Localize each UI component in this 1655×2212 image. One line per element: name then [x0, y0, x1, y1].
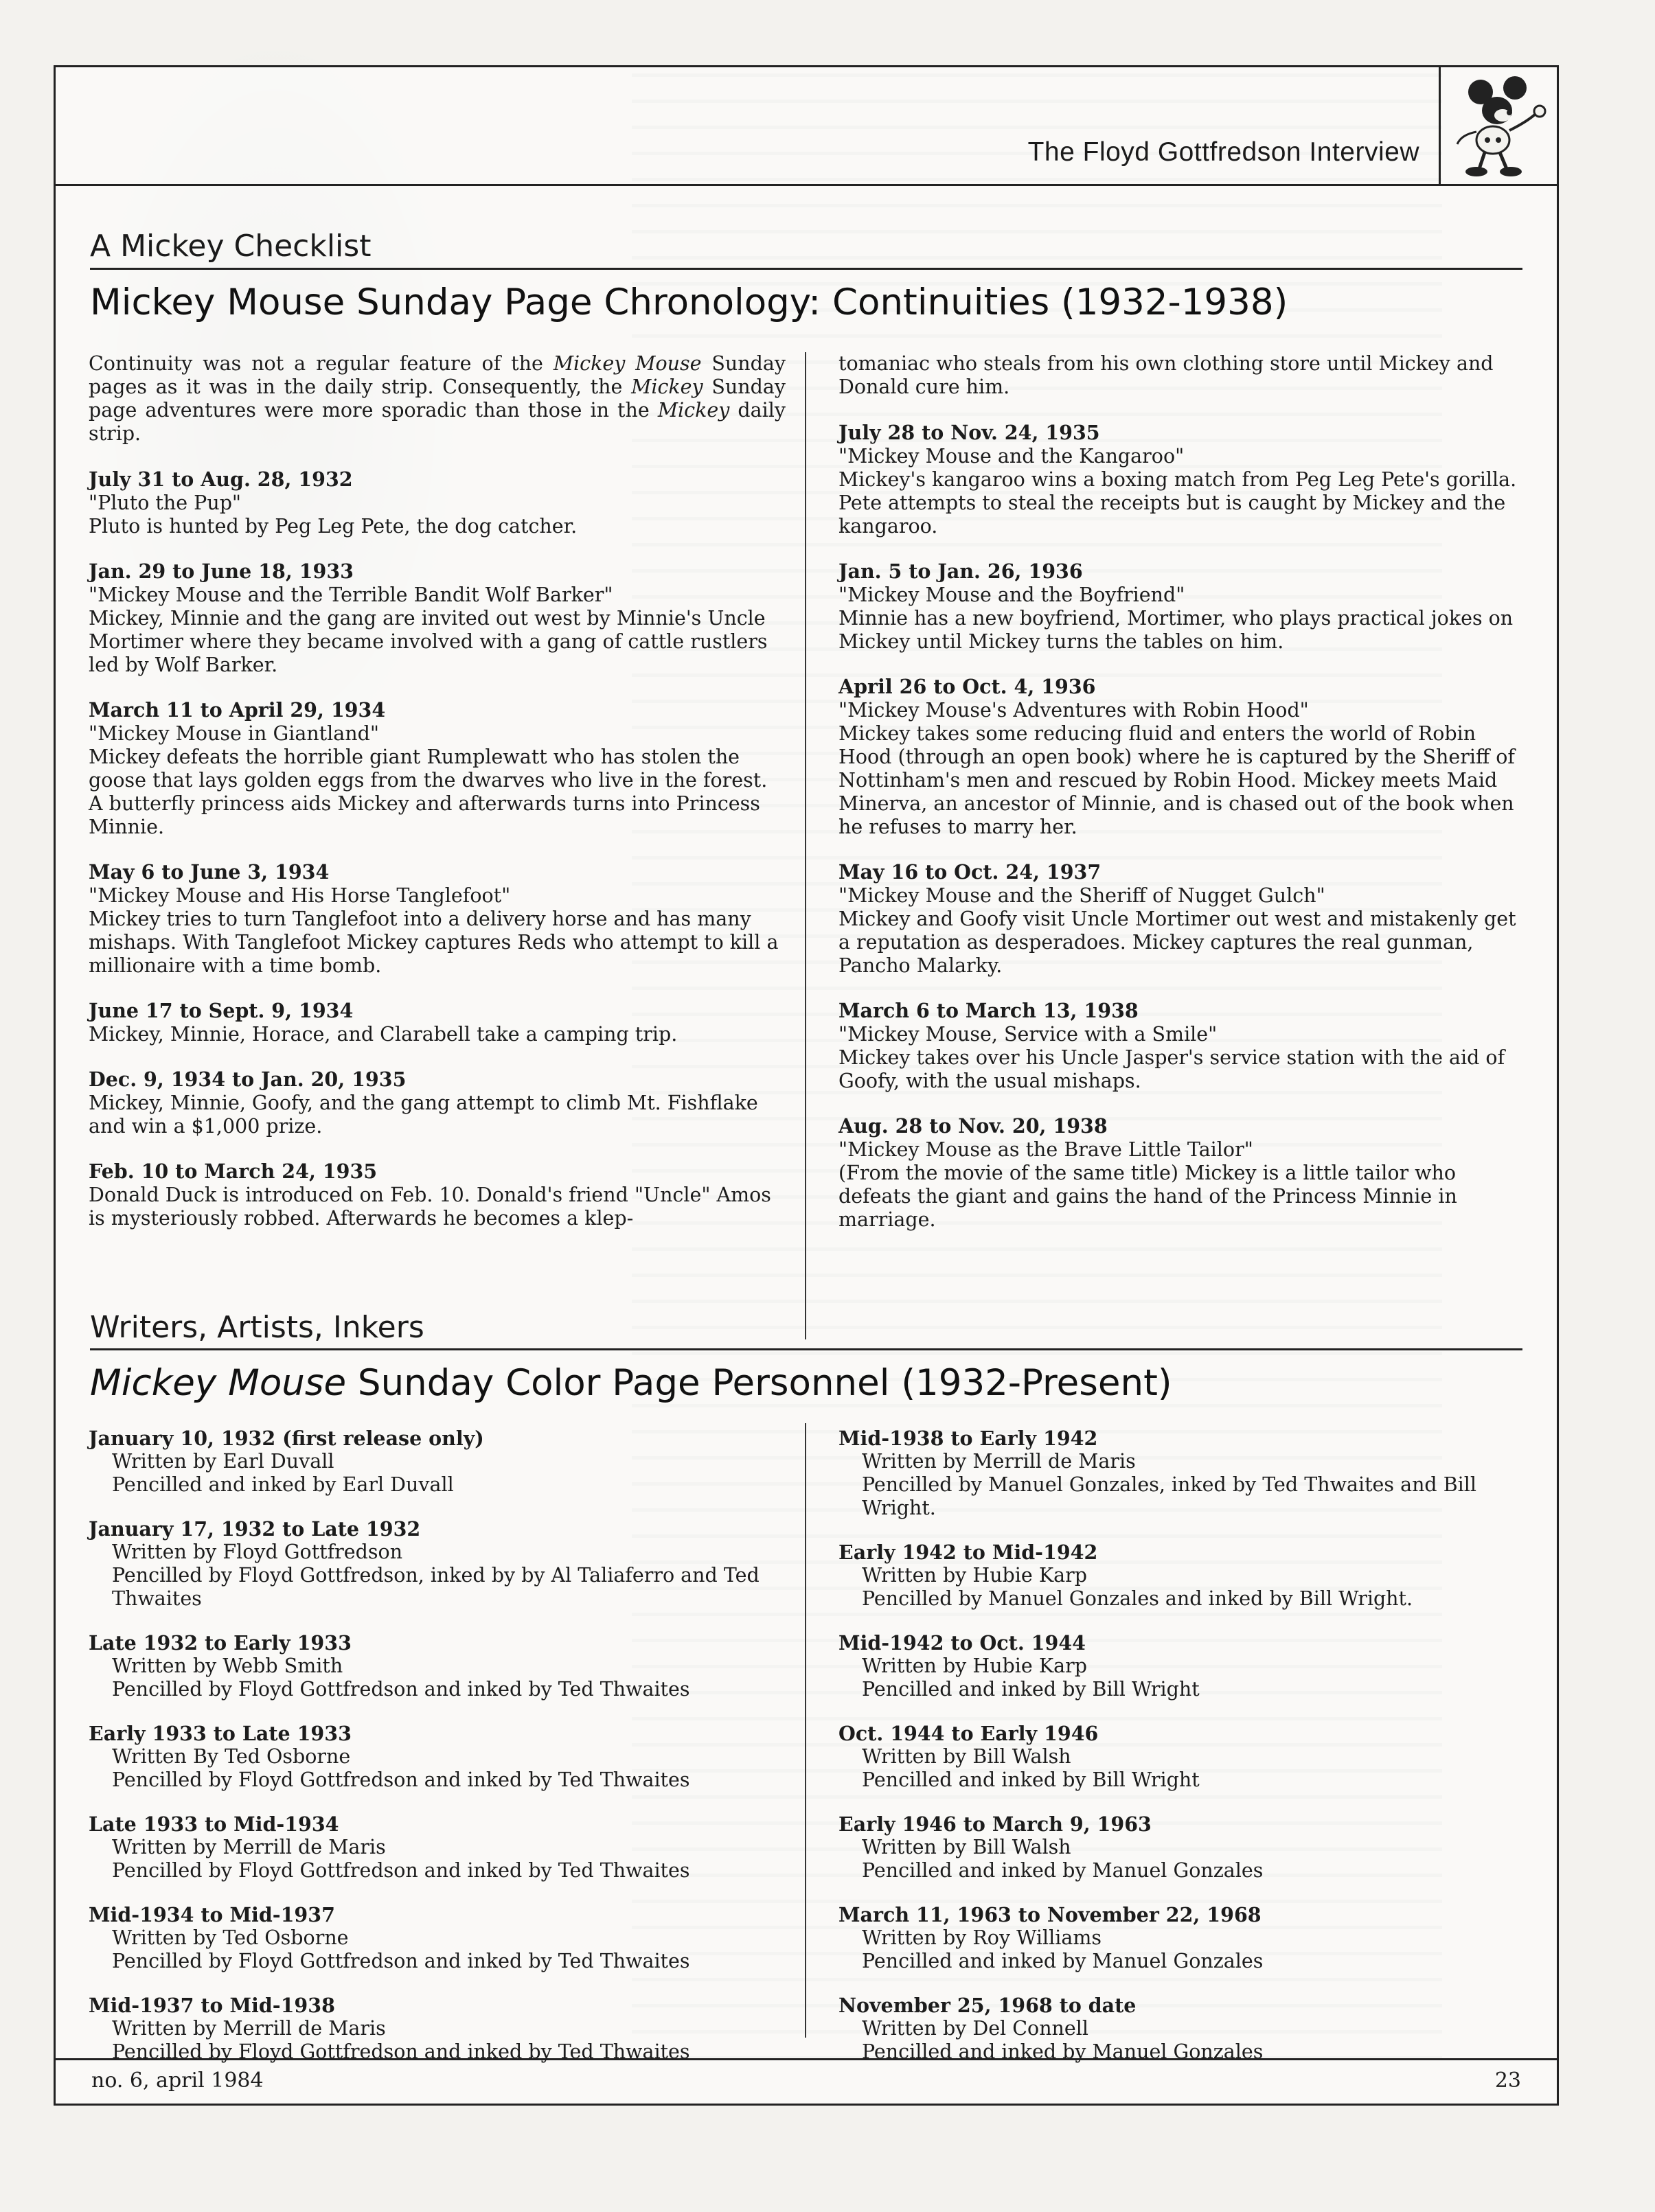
personnel-title: Mickey Mouse Sunday Color Page Personnel (1932-Present)	[90, 1362, 1172, 1404]
personnel-credit: Pencilled and inked by Manuel Gonzales	[862, 2040, 1264, 2063]
header-logo-box	[1439, 67, 1557, 184]
personnel-credit: Pencilled and inked by Manuel Gonzales	[862, 1950, 1264, 1972]
entry-date: July 31 to Aug. 28, 1932	[89, 468, 353, 491]
entry-date: May 16 to Oct. 24, 1937	[838, 860, 1102, 884]
entry-description: Mickey defeats the horrible giant Rumplewatt who has stolen the goose that lays golden eggs from the dwarves who live in the forest. A butterfly princess aids Mickey and afterwards turns into Princess Minnie.	[89, 746, 768, 838]
chronology-entry	[89, 560, 786, 677]
chronology-entry	[89, 999, 786, 1046]
chronology-entry	[838, 675, 1525, 839]
entry-description: Mickey, Minnie, Goofy, and the gang attempt to climb Mt. Fishflake and win a $1,000 prize.	[89, 1092, 758, 1138]
personnel-entry	[89, 1994, 796, 2064]
personnel-credit: Pencilled and inked by Bill Wright	[862, 1678, 1200, 1701]
personnel-credit: Pencilled by Floyd Gottfredson and inked by Ted Thwaites	[112, 1859, 690, 1882]
entry-description: Mickey takes over his Uncle Jasper's service station with the aid of Goofy, with the usual mishaps.	[838, 1046, 1505, 1092]
personnel-credit: Written by Floyd Gottfredson	[112, 1541, 403, 1563]
entry-title: "Mickey Mouse and His Horse Tanglefoot"	[89, 884, 511, 907]
personnel-credit: Pencilled by Manuel Gonzales, inked by Ted Thwaites and Bill Wright.	[862, 1473, 1477, 1519]
entry-description: Mickey, Minnie, Horace, and Clarabell take a camping trip.	[89, 1023, 678, 1046]
entry-description: Minnie has a new boyfriend, Mortimer, who plays practical jokes on Mickey until Mickey turns the tables on him.	[838, 607, 1514, 653]
chronology-column-divider	[805, 352, 806, 1339]
entry-title: "Mickey Mouse in Giantland"	[89, 722, 379, 745]
personnel-period: January 10, 1932 (first release only)	[89, 1427, 484, 1450]
entry-date: March 11 to April 29, 1934	[89, 698, 386, 722]
personnel-period: Early 1946 to March 9, 1963	[838, 1812, 1152, 1836]
entry-description: Donald Duck is introduced on Feb. 10. Donald's friend "Uncle" Amos is mysteriously robbed. Afterwards he becomes a klep-	[89, 1184, 771, 1230]
personnel-period: Early 1933 to Late 1933	[89, 1722, 352, 1745]
personnel-left-column	[89, 1427, 796, 2084]
chronology-title: Mickey Mouse Sunday Page Chronology: Continuities (1932-1938)	[90, 281, 1288, 323]
personnel-credit: Pencilled by Manuel Gonzales and inked by Bill Wright.	[862, 1587, 1413, 1610]
mickey-mouse-icon	[1448, 73, 1551, 179]
entry-description: Pluto is hunted by Peg Leg Pete, the dog catcher.	[89, 515, 578, 538]
entry-title: "Mickey Mouse and the Boyfriend"	[838, 584, 1185, 606]
entry-description: Mickey takes some reducing fluid and enters the world of Robin Hood (through an open book) where he is captured by the Sheriff of Nottinham's men and rescued by Robin Hood. Mickey meets Maid Minerva, an ancestor of Minnie, and is chased out of the book when he refuses to marry her.	[838, 722, 1515, 838]
personnel-credit: Written by Merrill de Maris	[112, 2017, 386, 2040]
personnel-entry	[838, 1994, 1532, 2064]
personnel-credit: Written by Bill Walsh	[862, 1836, 1071, 1858]
personnel-period: Mid-1942 to Oct. 1944	[838, 1631, 1086, 1655]
issue-label: no. 6, april 1984	[91, 2069, 264, 2093]
entry-title: "Pluto the Pup"	[89, 492, 242, 514]
entry-title: "Mickey Mouse and the Sheriff of Nugget Gulch"	[838, 884, 1325, 907]
personnel-entry	[89, 1517, 796, 1611]
personnel-period: Late 1932 to Early 1933	[89, 1631, 352, 1655]
entry-title: "Mickey Mouse as the Brave Little Tailor"	[838, 1138, 1253, 1161]
checklist-section-label: A Mickey Checklist	[90, 229, 372, 264]
personnel-credit: Pencilled by Floyd Gottfredson and inked by Ted Thwaites	[112, 1678, 690, 1701]
entry-date: Feb. 10 to March 24, 1935	[89, 1160, 378, 1183]
chronology-left-column	[89, 352, 786, 1252]
page-frame	[54, 65, 1559, 2106]
entry-date: June 17 to Sept. 9, 1934	[89, 999, 354, 1022]
personnel-period: Late 1933 to Mid-1934	[89, 1812, 339, 1836]
checklist-rule	[90, 268, 1522, 270]
chronology-entry	[89, 1068, 786, 1138]
personnel-period: January 17, 1932 to Late 1932	[89, 1517, 421, 1541]
personnel-credit: Pencilled and inked by Earl Duvall	[112, 1473, 454, 1496]
entry-description: Mickey, Minnie and the gang are invited out west by Minnie's Uncle Mortimer where they became involved with a gang of cattle rustlers led by Wolf Barker.	[89, 607, 768, 676]
personnel-entry	[838, 1631, 1532, 1701]
personnel-entry	[838, 1812, 1532, 1882]
entry-date: March 6 to March 13, 1938	[838, 999, 1139, 1022]
personnel-credit: Pencilled and inked by Bill Wright	[862, 1769, 1200, 1791]
running-header: The Floyd Gottfredson Interview	[1027, 137, 1419, 167]
personnel-rule	[90, 1348, 1522, 1350]
personnel-entry	[89, 1812, 796, 1882]
chronology-entry	[838, 421, 1525, 538]
personnel-period: Oct. 1944 to Early 1946	[838, 1722, 1099, 1745]
personnel-period: Mid-1937 to Mid-1938	[89, 1994, 335, 2017]
chronology-entry	[89, 860, 786, 978]
personnel-period: Early 1942 to Mid-1942	[838, 1541, 1098, 1564]
page-number: 23	[1494, 2069, 1521, 2093]
personnel-entry	[838, 1722, 1532, 1792]
chronology-entry	[838, 860, 1525, 978]
personnel-credit: Pencilled by Floyd Gottfredson and inked by Ted Thwaites	[112, 1950, 690, 1972]
personnel-credit: Written by Roy Williams	[862, 1926, 1102, 1949]
footer-rule	[56, 2058, 1557, 2060]
personnel-entry	[89, 1631, 796, 1701]
entry-date: Dec. 9, 1934 to Jan. 20, 1935	[89, 1068, 407, 1091]
entry-date: April 26 to Oct. 4, 1936	[838, 675, 1096, 698]
entry-date: July 28 to Nov. 24, 1935	[838, 421, 1100, 444]
chronology-entry	[89, 468, 786, 538]
personnel-entry	[838, 1541, 1532, 1611]
chronology-right-column	[838, 352, 1525, 1253]
chronology-entry	[838, 560, 1525, 654]
chronology-entry	[838, 1114, 1525, 1232]
entry-description: Mickey and Goofy visit Uncle Mortimer out west and mistakenly get a reputation as desperadoes. Mickey captures the real gunman, Pancho Malarky.	[838, 908, 1516, 977]
entry-title: "Mickey Mouse, Service with a Smile"	[838, 1023, 1218, 1046]
entry-description: (From the movie of the same title) Mickey is a little tailor who defeats the giant and gains the hand of the Princess Minnie in marriage.	[838, 1162, 1457, 1231]
personnel-entry	[838, 1427, 1532, 1520]
personnel-entry	[89, 1427, 796, 1497]
personnel-entry	[838, 1903, 1532, 1973]
entry-date: Aug. 28 to Nov. 20, 1938	[838, 1114, 1108, 1138]
personnel-credit: Written by Merrill de Maris	[112, 1836, 386, 1858]
personnel-period: November 25, 1968 to date	[838, 1994, 1137, 2017]
personnel-credit: Written by Del Connell	[862, 2017, 1089, 2040]
chronology-intro: Continuity was not a regular feature of the Mickey Mouse Sunday pages as it was in the daily strip. Consequently, the Mickey Sunday page adventures were more sporadic than those in the Mickey daily strip.	[89, 352, 786, 445]
personnel-entry	[89, 1903, 796, 1973]
personnel-credit: Written by Webb Smith	[112, 1655, 343, 1677]
personnel-entry	[89, 1722, 796, 1792]
entry-title: "Mickey Mouse's Adventures with Robin Hood"	[838, 699, 1309, 722]
chronology-entry	[89, 698, 786, 839]
personnel-credit: Written by Ted Osborne	[112, 1926, 349, 1949]
personnel-credit: Written By Ted Osborne	[112, 1745, 351, 1768]
personnel-period: March 11, 1963 to November 22, 1968	[838, 1903, 1262, 1926]
entry-description: Mickey tries to turn Tanglefoot into a delivery horse and has many mishaps. With Tanglefoot Mickey captures Reds who attempt to kill a millionaire with a time bomb.	[89, 908, 779, 977]
entry-title: "Mickey Mouse and the Terrible Bandit Wolf Barker"	[89, 584, 613, 606]
continuation-text: tomaniac who steals from his own clothing store until Mickey and Donald cure him.	[838, 352, 1494, 398]
entry-date: May 6 to June 3, 1934	[89, 860, 330, 884]
header-rule	[56, 184, 1557, 186]
personnel-period: Mid-1938 to Early 1942	[838, 1427, 1098, 1450]
chronology-entry	[838, 999, 1525, 1093]
personnel-credit: Written by Earl Duvall	[112, 1450, 334, 1473]
personnel-credit: Written by Hubie Karp	[862, 1655, 1087, 1677]
personnel-credit: Written by Hubie Karp	[862, 1564, 1087, 1587]
entry-title: "Mickey Mouse and the Kangaroo"	[838, 445, 1185, 468]
personnel-credit: Pencilled and inked by Manuel Gonzales	[862, 1859, 1264, 1882]
personnel-credit: Written by Bill Walsh	[862, 1745, 1071, 1768]
personnel-section-label: Writers, Artists, Inkers	[90, 1310, 424, 1345]
personnel-credit: Written by Merrill de Maris	[862, 1450, 1136, 1473]
personnel-credit: Pencilled by Floyd Gottfredson, inked by by Al Taliaferro and Ted Thwaites	[112, 1564, 760, 1610]
personnel-right-column	[838, 1427, 1532, 2084]
entry-description: Mickey's kangaroo wins a boxing match from Peg Leg Pete's gorilla. Pete attempts to steal the receipts but is caught by Mickey and the kangaroo.	[838, 468, 1517, 538]
entry-date: Jan. 29 to June 18, 1933	[89, 560, 354, 583]
personnel-credit: Pencilled by Floyd Gottfredson and inked by Ted Thwaites	[112, 2040, 690, 2063]
chronology-entry	[89, 1160, 786, 1230]
personnel-column-divider	[805, 1423, 806, 2038]
entry-date: Jan. 5 to Jan. 26, 1936	[838, 560, 1083, 583]
personnel-period: Mid-1934 to Mid-1937	[89, 1903, 335, 1926]
personnel-credit: Pencilled by Floyd Gottfredson and inked by Ted Thwaites	[112, 1769, 690, 1791]
